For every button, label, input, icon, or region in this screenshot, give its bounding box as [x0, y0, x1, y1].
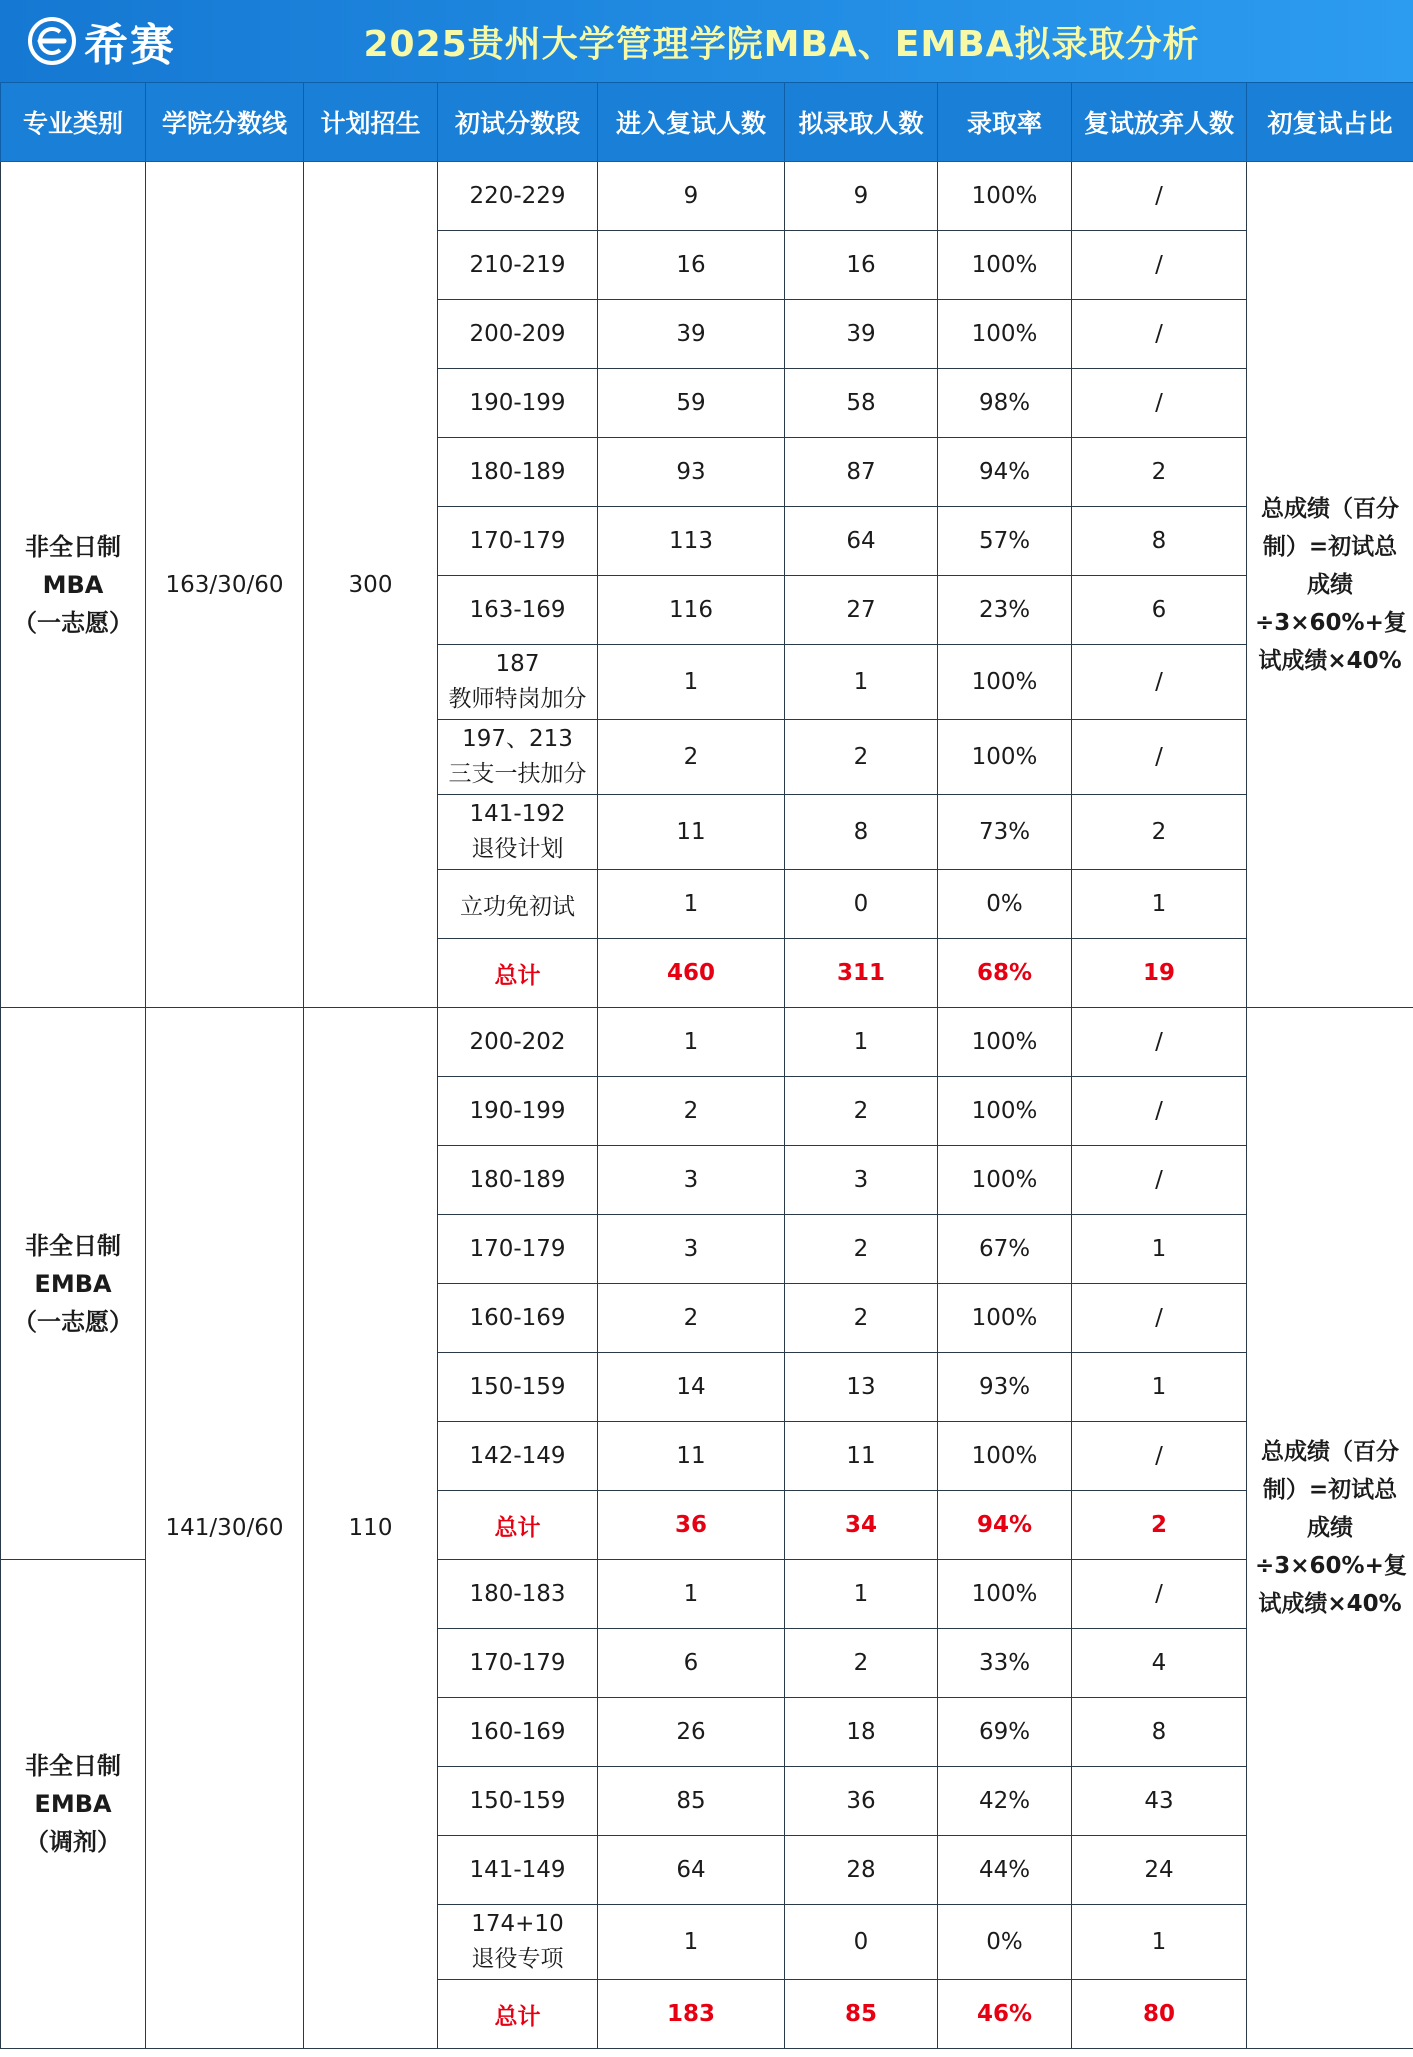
rate-cell: 57%	[938, 507, 1072, 576]
range-cell: 160-169	[438, 1284, 598, 1353]
plan-cell: 110	[304, 1008, 438, 2049]
admitted-cell: 27	[785, 576, 938, 645]
quit-cell: 1	[1072, 870, 1247, 939]
total-label: 总计	[438, 1980, 598, 2049]
range-cell	[438, 645, 598, 720]
rate-cell: 23%	[938, 576, 1072, 645]
rate-cell: 100%	[938, 1422, 1072, 1491]
retest-cell: 116	[598, 576, 785, 645]
admitted-cell: 18	[785, 1698, 938, 1767]
total-admitted: 34	[785, 1491, 938, 1560]
retest-cell: 59	[598, 369, 785, 438]
range-line: 174+10	[471, 1911, 564, 1937]
range-cell: 170-179	[438, 1215, 598, 1284]
retest-cell: 16	[598, 231, 785, 300]
range-cell: 170-179	[438, 1629, 598, 1698]
table-row	[1, 162, 1413, 231]
range-line: 141-192	[469, 801, 566, 827]
admitted-cell: 2	[785, 1077, 938, 1146]
admitted-cell: 8	[785, 795, 938, 870]
retest-cell: 11	[598, 1422, 785, 1491]
quit-cell: /	[1072, 1560, 1247, 1629]
admitted-cell: 11	[785, 1422, 938, 1491]
retest-cell: 1	[598, 645, 785, 720]
category-line: （一志愿）	[13, 1307, 133, 1336]
total-rate: 68%	[938, 939, 1072, 1008]
range-cell: 180-189	[438, 438, 598, 507]
header-category: 专业类别	[1, 83, 146, 162]
total-rate: 94%	[938, 1491, 1072, 1560]
quit-cell: /	[1072, 369, 1247, 438]
header-cutoff: 学院分数线	[146, 83, 304, 162]
admitted-cell: 16	[785, 231, 938, 300]
admitted-cell: 64	[785, 507, 938, 576]
rate-cell: 67%	[938, 1215, 1072, 1284]
retest-cell: 1	[598, 1008, 785, 1077]
header-admit-rate: 录取率	[938, 83, 1072, 162]
range-cell: 220-229	[438, 162, 598, 231]
quit-cell: 24	[1072, 1836, 1247, 1905]
rate-cell: 44%	[938, 1836, 1072, 1905]
retest-cell: 11	[598, 795, 785, 870]
retest-cell: 2	[598, 1284, 785, 1353]
quit-cell: 8	[1072, 507, 1247, 576]
logo-text: 希赛	[84, 20, 176, 71]
range-note: 教师特岗加分	[448, 686, 587, 712]
category-line: EMBA	[34, 1269, 112, 1298]
category-line: （一志愿）	[13, 608, 133, 637]
title-bar	[0, 0, 1413, 82]
rate-cell: 93%	[938, 1353, 1072, 1422]
rate-cell: 100%	[938, 645, 1072, 720]
category-line: EMBA	[34, 1790, 112, 1818]
retest-cell: 1	[598, 870, 785, 939]
admitted-cell: 1	[785, 1008, 938, 1077]
total-label: 总计	[438, 1491, 598, 1560]
rate-cell: 100%	[938, 1008, 1072, 1077]
score-formula-note: 总成绩（百分制）=初试总成绩÷3×60%+复试成绩×40%	[1247, 1008, 1413, 2049]
quit-cell: /	[1072, 1284, 1247, 1353]
admitted-cell: 28	[785, 1836, 938, 1905]
category-cell	[1, 1008, 146, 1560]
admitted-cell: 39	[785, 300, 938, 369]
quit-cell: /	[1072, 1422, 1247, 1491]
retest-cell: 2	[598, 720, 785, 795]
admitted-cell: 0	[785, 1905, 938, 1980]
admitted-cell: 2	[785, 1284, 938, 1353]
retest-cell: 85	[598, 1767, 785, 1836]
range-cell: 150-159	[438, 1353, 598, 1422]
total-label: 总计	[438, 939, 598, 1008]
rate-cell: 42%	[938, 1767, 1072, 1836]
admitted-cell: 2	[785, 1215, 938, 1284]
retest-cell: 26	[598, 1698, 785, 1767]
range-cell: 200-202	[438, 1008, 598, 1077]
total-rate: 46%	[938, 1980, 1072, 2049]
rate-cell: 73%	[938, 795, 1072, 870]
range-cell: 180-189	[438, 1146, 598, 1215]
score-formula-note: 总成绩（百分制）=初试总成绩÷3×60%+复试成绩×40%	[1247, 162, 1413, 1008]
rate-cell: 100%	[938, 162, 1072, 231]
range-note: 三支一扶加分	[448, 761, 587, 787]
category-line: MBA	[42, 570, 104, 599]
range-line: 187	[495, 651, 540, 677]
range-cell: 141-149	[438, 1836, 598, 1905]
retest-cell: 6	[598, 1629, 785, 1698]
category-line: （调剂）	[25, 1828, 121, 1856]
quit-cell: /	[1072, 231, 1247, 300]
quit-cell: 2	[1072, 438, 1247, 507]
rate-cell: 0%	[938, 1905, 1072, 1980]
rate-cell: 100%	[938, 1560, 1072, 1629]
admitted-cell: 13	[785, 1353, 938, 1422]
total-quit: 80	[1072, 1980, 1247, 2049]
admitted-cell: 58	[785, 369, 938, 438]
quit-cell: 1	[1072, 1905, 1247, 1980]
retest-cell: 3	[598, 1215, 785, 1284]
quit-cell: /	[1072, 1008, 1247, 1077]
retest-cell: 113	[598, 507, 785, 576]
range-cell: 160-169	[438, 1698, 598, 1767]
quit-cell: /	[1072, 645, 1247, 720]
category-line: 非全日制	[25, 1752, 121, 1780]
logo-icon	[26, 15, 78, 67]
retest-cell: 3	[598, 1146, 785, 1215]
category-cell	[1, 1560, 146, 2049]
header-admitted-count: 拟录取人数	[785, 83, 938, 162]
total-quit: 2	[1072, 1491, 1247, 1560]
admission-table	[0, 82, 1413, 2049]
total-retest: 183	[598, 1980, 785, 2049]
rate-cell: 69%	[938, 1698, 1072, 1767]
retest-cell: 39	[598, 300, 785, 369]
rate-cell: 100%	[938, 1077, 1072, 1146]
range-note: 退役专项	[471, 1946, 564, 1972]
plan-cell: 300	[304, 162, 438, 1008]
header-retest-count: 进入复试人数	[598, 83, 785, 162]
admitted-cell: 2	[785, 720, 938, 795]
admitted-cell: 9	[785, 162, 938, 231]
category-line: 非全日制	[25, 1231, 121, 1260]
category-line: 非全日制	[25, 532, 121, 561]
retest-cell: 64	[598, 1836, 785, 1905]
admitted-cell: 2	[785, 1629, 938, 1698]
retest-cell: 93	[598, 438, 785, 507]
quit-cell: 4	[1072, 1629, 1247, 1698]
total-admitted: 85	[785, 1980, 938, 2049]
quit-cell: 2	[1072, 795, 1247, 870]
quit-cell: 43	[1072, 1767, 1247, 1836]
cutoff-cell: 163/30/60	[146, 162, 304, 1008]
retest-cell: 1	[598, 1905, 785, 1980]
retest-cell: 14	[598, 1353, 785, 1422]
admitted-cell: 0	[785, 870, 938, 939]
range-cell	[438, 720, 598, 795]
range-cell: 190-199	[438, 1077, 598, 1146]
range-cell: 170-179	[438, 507, 598, 576]
rate-cell: 100%	[938, 231, 1072, 300]
admitted-cell: 36	[785, 1767, 938, 1836]
retest-cell: 2	[598, 1077, 785, 1146]
admitted-cell: 87	[785, 438, 938, 507]
range-line: 197、213	[462, 726, 573, 752]
admitted-cell: 1	[785, 645, 938, 720]
header-row	[1, 83, 1413, 162]
range-cell: 163-169	[438, 576, 598, 645]
quit-cell: /	[1072, 300, 1247, 369]
admitted-cell: 1	[785, 1560, 938, 1629]
range-cell: 180-183	[438, 1560, 598, 1629]
quit-cell: /	[1072, 1077, 1247, 1146]
retest-cell: 9	[598, 162, 785, 231]
range-cell: 200-209	[438, 300, 598, 369]
rate-cell: 100%	[938, 300, 1072, 369]
header-quit-count: 复试放弃人数	[1072, 83, 1247, 162]
quit-cell: /	[1072, 1146, 1247, 1215]
range-cell: 立功免初试	[438, 870, 598, 939]
total-retest: 36	[598, 1491, 785, 1560]
total-retest: 460	[598, 939, 785, 1008]
header-ratio: 初复试占比	[1247, 83, 1413, 162]
rate-cell: 94%	[938, 438, 1072, 507]
range-note: 退役计划	[471, 836, 564, 862]
header-plan: 计划招生	[304, 83, 438, 162]
quit-cell: /	[1072, 162, 1247, 231]
range-cell: 190-199	[438, 369, 598, 438]
category-cell	[1, 162, 146, 1008]
header-score-range: 初试分数段	[438, 83, 598, 162]
range-cell: 210-219	[438, 231, 598, 300]
rate-cell: 0%	[938, 870, 1072, 939]
rate-cell: 100%	[938, 1146, 1072, 1215]
total-admitted: 311	[785, 939, 938, 1008]
range-cell	[438, 1905, 598, 1980]
rate-cell: 100%	[938, 1284, 1072, 1353]
cutoff-cell: 141/30/60	[146, 1008, 304, 2049]
quit-cell: /	[1072, 720, 1247, 795]
range-cell	[438, 795, 598, 870]
quit-cell: 1	[1072, 1353, 1247, 1422]
range-cell: 142-149	[438, 1422, 598, 1491]
total-quit: 19	[1072, 939, 1247, 1008]
table-row	[1, 1008, 1413, 1077]
rate-cell: 98%	[938, 369, 1072, 438]
brand-logo	[26, 10, 176, 72]
page-title: 2025贵州大学管理学院MBA、EMBA拟录取分析	[363, 23, 1200, 65]
rate-cell: 100%	[938, 720, 1072, 795]
range-cell: 150-159	[438, 1767, 598, 1836]
rate-cell: 33%	[938, 1629, 1072, 1698]
quit-cell: 6	[1072, 576, 1247, 645]
admitted-cell: 3	[785, 1146, 938, 1215]
quit-cell: 1	[1072, 1215, 1247, 1284]
retest-cell: 1	[598, 1560, 785, 1629]
quit-cell: 8	[1072, 1698, 1247, 1767]
